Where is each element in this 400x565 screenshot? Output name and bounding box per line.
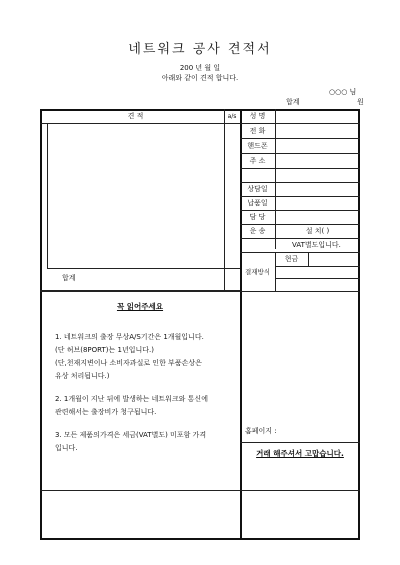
thanks-message: 거래 해주셔서 고맙습니다. — [256, 449, 344, 458]
cash-label: 현금 — [284, 255, 299, 263]
total-row-label: 합계 — [62, 274, 76, 282]
header-total-label: 합계 — [286, 98, 300, 106]
payment-method-label: 결재방식 — [244, 268, 271, 276]
label-shipping: 운 송 — [249, 227, 266, 235]
notice-line: 유상 처리됩니다.) — [55, 372, 110, 380]
label-manager: 담 당 — [249, 213, 266, 221]
label-mobile: 핸드폰 — [247, 142, 268, 150]
subtitle: 아래와 같이 견적 합니다. — [161, 74, 239, 82]
estimate-header: 견 적 — [127, 112, 144, 120]
page-title: 네트워크 공사 견적서 — [128, 42, 272, 57]
label-consult-date: 상담일 — [247, 185, 268, 193]
notice-line: 관련해서는 출장비가 청구됩니다. — [55, 408, 157, 416]
as-header: a/s — [227, 113, 237, 120]
label-name: 성 명 — [249, 112, 266, 120]
notice-line: 2. 1개월이 지난 뒤에 발생하는 네트워크와 통신에 — [55, 395, 208, 403]
install-field: 설 치( ) — [305, 227, 330, 235]
notice-line: 3. 모든 제품의가격은 세금(VAT별도) 미포함 가격 — [55, 431, 207, 439]
notice-heading: 꼭 읽어주세요 — [116, 302, 164, 311]
vat-note: VAT별도입니다. — [292, 241, 341, 249]
recipient-name: ○○○ 님 — [329, 88, 357, 96]
date-line: 200 년 월 일 — [179, 64, 221, 72]
label-phone: 전 화 — [249, 127, 266, 135]
label-address: 주 소 — [249, 157, 266, 165]
notice-line: 1. 네트워크의 출장 무상A/S기간은 1개월입니다. — [55, 333, 204, 341]
notice-line: (단 허브(8PORT)는 1년입니다.) — [55, 346, 154, 354]
label-delivery-date: 납품일 — [247, 199, 268, 207]
notice-line: 입니다. — [55, 444, 78, 452]
homepage-label: 홈페이지 : — [245, 427, 277, 435]
notice-line: (단,천재지변이나 소비자과실로 인한 부품손상은 — [55, 359, 202, 367]
currency-unit: 원 — [357, 98, 364, 106]
